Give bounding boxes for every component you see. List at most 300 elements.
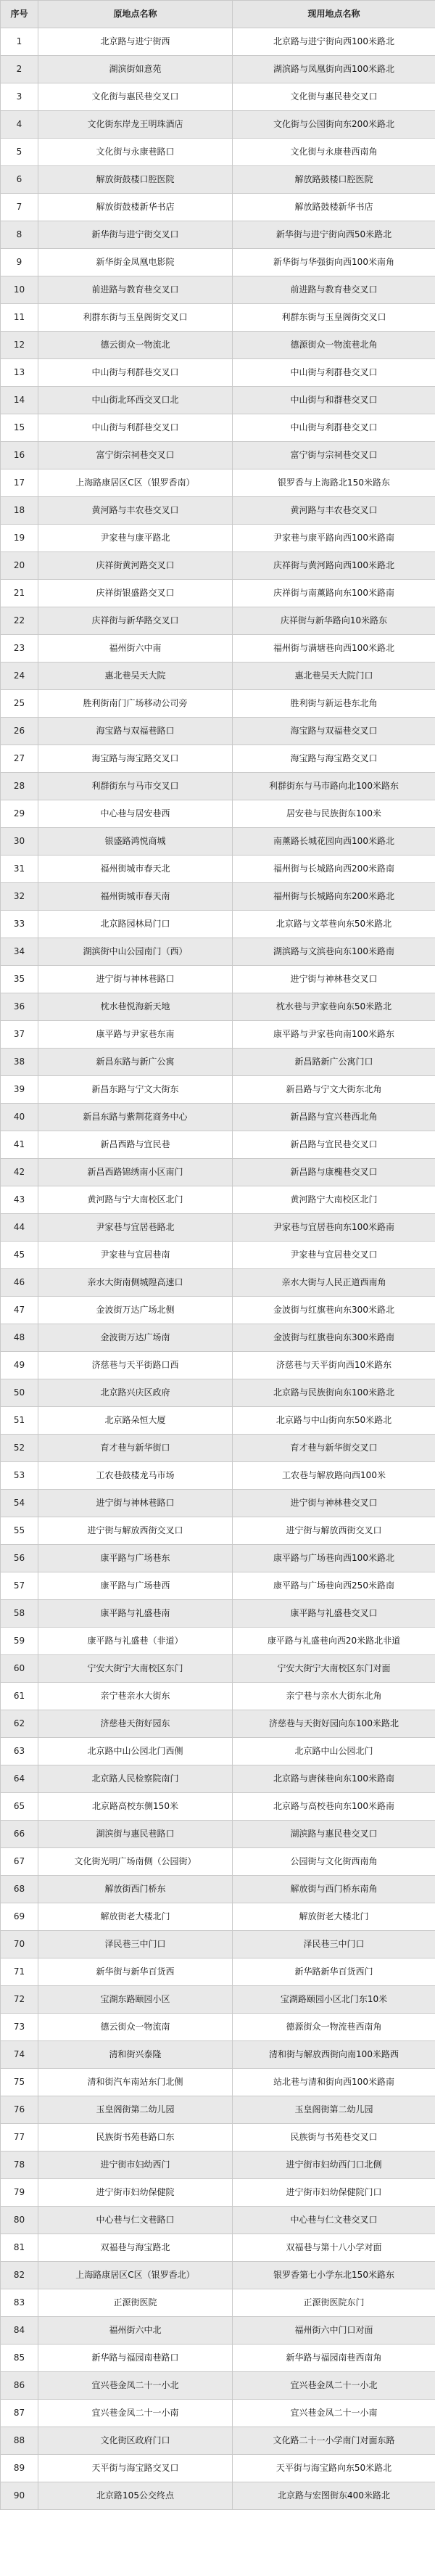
current-location-name: 站北巷与清和街向西100米路南 [233, 2069, 435, 2096]
original-location-name: 新华街金凤凰电影院 [38, 249, 233, 276]
original-location-name: 亲宁巷亲水大街东 [38, 1683, 233, 1710]
current-location-name: 进宁街与解放西街交叉口 [233, 1517, 435, 1545]
table-row [1, 2124, 435, 2152]
table-row [1, 938, 435, 966]
table-row [1, 1435, 435, 1462]
original-location-name: 金波街万达广场南 [38, 1324, 233, 1352]
row-index: 52 [1, 1435, 38, 1462]
row-index: 12 [1, 332, 38, 359]
original-location-name: 湖滨街与惠民巷路口 [38, 1821, 233, 1848]
current-location-name: 进宁街与神林巷交叉口 [233, 966, 435, 993]
current-location-name: 解放街与西门桥东南角 [233, 1876, 435, 1903]
original-location-name: 文化街与惠民巷交叉口 [38, 83, 233, 111]
current-location-name: 德源街众一物流巷西南角 [233, 2014, 435, 2041]
current-location-name: 北京路与民族街向东100米路北 [233, 1379, 435, 1407]
row-index: 51 [1, 1407, 38, 1435]
table-row [1, 1076, 435, 1104]
table-row [1, 497, 435, 525]
current-location-name: 解放路鼓楼口腔医院 [233, 166, 435, 194]
original-location-name: 庆祥街与新华路交叉口 [38, 607, 233, 635]
table-row [1, 525, 435, 552]
table-row [1, 2427, 435, 2455]
row-index: 65 [1, 1793, 38, 1821]
current-location-name: 济慈巷与天平街向西10米路东 [233, 1352, 435, 1379]
row-index: 55 [1, 1517, 38, 1545]
table-row [1, 718, 435, 745]
table-row [1, 1379, 435, 1407]
row-index: 11 [1, 304, 38, 332]
current-location-name: 文化街与永康巷西南角 [233, 139, 435, 166]
row-index: 34 [1, 938, 38, 966]
original-location-name: 北京路中山公园北门西侧 [38, 1738, 233, 1765]
column-header-current-name: 现用地点名称 [233, 1, 435, 28]
current-location-name: 福州街与长城路向西200米路南 [233, 856, 435, 883]
original-location-name: 育才巷与新华街口 [38, 1435, 233, 1462]
table-row [1, 1821, 435, 1848]
table-row [1, 1793, 435, 1821]
original-location-name: 新昌西路与宜民巷 [38, 1131, 233, 1159]
row-index: 86 [1, 2372, 38, 2400]
current-location-name: 工农巷与解放路向西100米 [233, 1462, 435, 1490]
original-location-name: 泽民巷三中门口 [38, 1931, 233, 1958]
table-row [1, 2372, 435, 2400]
current-location-name: 新华路新华百货西门 [233, 1958, 435, 1986]
current-location-name: 泽民巷三中门口 [233, 1931, 435, 1958]
table-body [1, 28, 435, 2510]
current-location-name: 新昌路与宁文大街东北角 [233, 1076, 435, 1104]
row-index: 3 [1, 83, 38, 111]
table-row [1, 166, 435, 194]
current-location-name: 新华街与进宁街向西50米路北 [233, 221, 435, 249]
current-location-name: 枕水巷与尹家巷向东50米路北 [233, 993, 435, 1021]
table-row [1, 2345, 435, 2372]
current-location-name: 海宝路与海宝路交叉口 [233, 745, 435, 773]
current-location-name: 胜利街与新运巷东北角 [233, 690, 435, 718]
table-row [1, 1628, 435, 1655]
original-location-name: 玉皇阁街第二幼儿园 [38, 2096, 233, 2124]
original-location-name: 新华街与进宁街交叉口 [38, 221, 233, 249]
current-location-name: 新华路与福园南巷西南角 [233, 2345, 435, 2372]
current-location-name: 新昌路新广公寓门口 [233, 1049, 435, 1076]
current-location-name: 居安巷与民族街东100米 [233, 800, 435, 828]
row-index: 20 [1, 552, 38, 580]
row-index: 46 [1, 1269, 38, 1297]
row-index: 80 [1, 2207, 38, 2234]
original-location-name: 康平路与广场巷东 [38, 1545, 233, 1572]
row-index: 9 [1, 249, 38, 276]
original-location-name: 北京路园林局门口 [38, 911, 233, 938]
original-location-name: 解放街老大楼北门 [38, 1903, 233, 1931]
current-location-name: 正源街医院东门 [233, 2289, 435, 2317]
table-row [1, 1986, 435, 2014]
row-index: 53 [1, 1462, 38, 1490]
original-location-name: 正源街医院 [38, 2289, 233, 2317]
row-index: 58 [1, 1600, 38, 1628]
row-index: 24 [1, 663, 38, 690]
current-location-name: 双福巷与第十八小学对面 [233, 2234, 435, 2262]
current-location-name: 福州街六中门口对面 [233, 2317, 435, 2345]
table-row [1, 2400, 435, 2427]
current-location-name: 福州街与满塘巷向西100米路北 [233, 635, 435, 663]
original-location-name: 新昌西路锦绣南小区南门 [38, 1159, 233, 1186]
table-row [1, 911, 435, 938]
current-location-name: 亲宁巷与亲水大街东北角 [233, 1683, 435, 1710]
table-row [1, 1021, 435, 1049]
original-location-name: 清和街兴泰隆 [38, 2041, 233, 2069]
current-location-name: 新昌路与康槐巷交叉口 [233, 1159, 435, 1186]
table-row [1, 28, 435, 56]
table-row [1, 690, 435, 718]
original-location-name: 解放街鼓楼口腔医院 [38, 166, 233, 194]
table-row [1, 2207, 435, 2234]
row-index: 57 [1, 1572, 38, 1600]
table-row [1, 663, 435, 690]
table-row [1, 83, 435, 111]
original-location-name: 福州街城市春天北 [38, 856, 233, 883]
row-index: 63 [1, 1738, 38, 1765]
current-location-name: 北京路与唐徕巷向东100米路南 [233, 1765, 435, 1793]
row-index: 10 [1, 276, 38, 304]
original-location-name: 福州街六中南 [38, 635, 233, 663]
row-index: 41 [1, 1131, 38, 1159]
original-location-name: 济慈巷与天平街路口西 [38, 1352, 233, 1379]
current-location-name: 育才巷与新华街交叉口 [233, 1435, 435, 1462]
row-index: 38 [1, 1049, 38, 1076]
header-row [1, 1, 435, 28]
original-location-name: 德云街众一物流北 [38, 332, 233, 359]
current-location-name: 济慈巷与天街好园向东100米路北 [233, 1710, 435, 1738]
row-index: 37 [1, 1021, 38, 1049]
table-row [1, 2289, 435, 2317]
original-location-name: 福州街六中北 [38, 2317, 233, 2345]
row-index: 70 [1, 1931, 38, 1958]
current-location-name: 尹家巷与宜居巷向东100米路南 [233, 1214, 435, 1242]
row-index: 44 [1, 1214, 38, 1242]
original-location-name: 中山街与利群巷交叉口 [38, 359, 233, 387]
original-location-name: 进宁街市妇幼西门 [38, 2152, 233, 2179]
current-location-name: 宝湖路颐园小区北门东10米 [233, 1986, 435, 2014]
current-location-name: 文化街与公园街向东200米路北 [233, 111, 435, 139]
table-row [1, 2096, 435, 2124]
current-location-name: 前进路与教育巷交叉口 [233, 276, 435, 304]
row-index: 73 [1, 2014, 38, 2041]
table-row [1, 249, 435, 276]
current-location-name: 金波街与红旗巷向东300米路北 [233, 1297, 435, 1324]
original-location-name: 新华路与福园南巷路口 [38, 2345, 233, 2372]
current-location-name: 银罗香与上海路北150米路东 [233, 469, 435, 497]
row-index: 35 [1, 966, 38, 993]
row-index: 50 [1, 1379, 38, 1407]
row-index: 88 [1, 2427, 38, 2455]
row-index: 69 [1, 1903, 38, 1931]
row-index: 26 [1, 718, 38, 745]
table-row [1, 552, 435, 580]
original-location-name: 康平路与广场巷西 [38, 1572, 233, 1600]
row-index: 22 [1, 607, 38, 635]
table-row [1, 1683, 435, 1710]
row-index: 33 [1, 911, 38, 938]
table-row [1, 635, 435, 663]
table-row [1, 2179, 435, 2207]
current-location-name: 新昌路与宜兴巷西北角 [233, 1104, 435, 1131]
original-location-name: 中心巷与居安巷西 [38, 800, 233, 828]
row-index: 39 [1, 1076, 38, 1104]
original-location-name: 新华街与新华百货西 [38, 1958, 233, 1986]
table-row [1, 1848, 435, 1876]
current-location-name: 康平路与尹家巷向南100米路东 [233, 1021, 435, 1049]
row-index: 16 [1, 442, 38, 469]
table-row [1, 1738, 435, 1765]
original-location-name: 宜兴巷金凤二十一小北 [38, 2372, 233, 2400]
current-location-name: 北京路与中山街向东50米路北 [233, 1407, 435, 1435]
row-index: 45 [1, 1242, 38, 1269]
current-location-name: 庆祥街与南薰路向东100米路南 [233, 580, 435, 607]
row-index: 31 [1, 856, 38, 883]
current-location-name: 康平路与礼盛巷向西20米路北非道 [233, 1628, 435, 1655]
row-index: 4 [1, 111, 38, 139]
original-location-name: 北京路朵恒大厦 [38, 1407, 233, 1435]
current-location-name: 康平路与广场巷向西250米路南 [233, 1572, 435, 1600]
current-location-name: 福州街与长城路向东200米路北 [233, 883, 435, 911]
current-location-name: 南薰路长城花园向西100米路北 [233, 828, 435, 856]
original-location-name: 进宁街与神林巷路口 [38, 966, 233, 993]
original-location-name: 济慈巷天街好园东 [38, 1710, 233, 1738]
table-row [1, 1931, 435, 1958]
table-row [1, 111, 435, 139]
table-row [1, 1324, 435, 1352]
original-location-name: 进宁街与解放西街交叉口 [38, 1517, 233, 1545]
row-index: 67 [1, 1848, 38, 1876]
table-row [1, 1545, 435, 1572]
original-location-name: 湖滨街如意苑 [38, 56, 233, 83]
original-location-name: 北京路人民检察院南门 [38, 1765, 233, 1793]
current-location-name: 惠北巷吴天大院门口 [233, 663, 435, 690]
current-location-name: 新华街与华强街向西100米南角 [233, 249, 435, 276]
current-location-name: 进宁街与神林巷交叉口 [233, 1490, 435, 1517]
row-index: 30 [1, 828, 38, 856]
table-row [1, 966, 435, 993]
row-index: 40 [1, 1104, 38, 1131]
row-index: 62 [1, 1710, 38, 1738]
current-location-name: 北京路与文萃巷向东50米路北 [233, 911, 435, 938]
row-index: 83 [1, 2289, 38, 2317]
original-location-name: 解放街鼓楼新华书店 [38, 194, 233, 221]
row-index: 42 [1, 1159, 38, 1186]
table-row [1, 1049, 435, 1076]
table-row [1, 1214, 435, 1242]
table-row [1, 856, 435, 883]
original-location-name: 解放街西门桥东 [38, 1876, 233, 1903]
original-location-name: 北京路兴庆区政府 [38, 1379, 233, 1407]
table-row [1, 2069, 435, 2096]
current-location-name: 中心巷与仁文巷交叉口 [233, 2207, 435, 2234]
row-index: 43 [1, 1186, 38, 1214]
table-row [1, 580, 435, 607]
original-location-name: 利群东街与玉皇阁街交叉口 [38, 304, 233, 332]
original-location-name: 康平路与尹家巷东南 [38, 1021, 233, 1049]
original-location-name: 富宁街宗祠巷交叉口 [38, 442, 233, 469]
current-location-name: 宁安大街宁大南校区东门对面 [233, 1655, 435, 1683]
original-location-name: 亲水大街南侧城隍高速口 [38, 1269, 233, 1297]
row-index: 49 [1, 1352, 38, 1379]
current-location-name: 康平路与广场巷向西100米路北 [233, 1545, 435, 1572]
current-location-name: 尹家巷与康平路向西100米路南 [233, 525, 435, 552]
table-row [1, 1655, 435, 1683]
table-row [1, 2262, 435, 2289]
original-location-name: 中心巷与仁文巷路口 [38, 2207, 233, 2234]
original-location-name: 双福巷与海宝路北 [38, 2234, 233, 2262]
original-location-name: 福州街城市春天南 [38, 883, 233, 911]
original-location-name: 惠北巷吴天大院 [38, 663, 233, 690]
table-row [1, 607, 435, 635]
row-index: 48 [1, 1324, 38, 1352]
original-location-name: 文化街区政府门口 [38, 2427, 233, 2455]
current-location-name: 公园街与文化街西南角 [233, 1848, 435, 1876]
original-location-name: 德云街众一物流南 [38, 2014, 233, 2041]
current-location-name: 宜兴巷金凤二十一小南 [233, 2400, 435, 2427]
table-row [1, 2482, 435, 2510]
original-location-name: 新昌东路与紫荆花商务中心 [38, 1104, 233, 1131]
current-location-name: 玉皇阁街第二幼儿园 [233, 2096, 435, 2124]
original-location-name: 前进路与教育巷交叉口 [38, 276, 233, 304]
original-location-name: 庆祥街银盛路交叉口 [38, 580, 233, 607]
original-location-name: 北京路105公交终点 [38, 2482, 233, 2510]
table-row [1, 194, 435, 221]
table-row [1, 2041, 435, 2069]
original-location-name: 上海路康居区C区（银罗香北） [38, 2262, 233, 2289]
original-location-name: 尹家巷与宜居巷南 [38, 1242, 233, 1269]
original-location-name: 民族街书苑巷路口东 [38, 2124, 233, 2152]
row-index: 19 [1, 525, 38, 552]
original-location-name: 海宝路与双福巷路口 [38, 718, 233, 745]
row-index: 60 [1, 1655, 38, 1683]
row-index: 8 [1, 221, 38, 249]
current-location-name: 文化路二十一小学南门对面东路 [233, 2427, 435, 2455]
row-index: 64 [1, 1765, 38, 1793]
column-header-index: 序号 [1, 1, 38, 28]
table-row [1, 1462, 435, 1490]
row-index: 71 [1, 1958, 38, 1986]
original-location-name: 金波街万达广场北侧 [38, 1297, 233, 1324]
row-index: 2 [1, 56, 38, 83]
current-location-name: 黄河路与丰农巷交叉口 [233, 497, 435, 525]
table-row [1, 1765, 435, 1793]
table-row [1, 1242, 435, 1269]
table-row [1, 442, 435, 469]
row-index: 79 [1, 2179, 38, 2207]
table-row [1, 1131, 435, 1159]
table-row [1, 56, 435, 83]
original-location-name: 工农巷鼓楼龙马市场 [38, 1462, 233, 1490]
row-index: 5 [1, 139, 38, 166]
current-location-name: 新昌路与宜民巷交叉口 [233, 1131, 435, 1159]
original-location-name: 枕水巷悦海新天地 [38, 993, 233, 1021]
row-index: 84 [1, 2317, 38, 2345]
current-location-name: 亲水大街与人民正道西南角 [233, 1269, 435, 1297]
original-location-name: 北京路与进宁街西 [38, 28, 233, 56]
original-location-name: 天平街与海宝路交叉口 [38, 2455, 233, 2482]
row-index: 18 [1, 497, 38, 525]
table-row [1, 2455, 435, 2482]
row-index: 61 [1, 1683, 38, 1710]
row-index: 14 [1, 387, 38, 414]
table-row [1, 883, 435, 911]
table-row [1, 1297, 435, 1324]
current-location-name: 庆祥街与黄河路向西100米路北 [233, 552, 435, 580]
current-location-name: 湖滨路与惠民巷交叉口 [233, 1821, 435, 1848]
table-row [1, 1269, 435, 1297]
current-location-name: 文化街与惠民巷交叉口 [233, 83, 435, 111]
current-location-name: 清和街与解放西街向南100米路西 [233, 2041, 435, 2069]
current-location-name: 富宁街与宗祠巷交叉口 [233, 442, 435, 469]
table-row [1, 1352, 435, 1379]
table-header [1, 1, 435, 28]
current-location-name: 民族街与书苑巷交叉口 [233, 2124, 435, 2152]
original-location-name: 新昌东路与宁文大街东 [38, 1076, 233, 1104]
original-location-name: 中山街与利群巷交叉口 [38, 414, 233, 442]
table-row [1, 2234, 435, 2262]
current-location-name: 中山街与利群巷交叉口 [233, 359, 435, 387]
current-location-name: 北京路与宏图街东400米路北 [233, 2482, 435, 2510]
row-index: 81 [1, 2234, 38, 2262]
row-index: 27 [1, 745, 38, 773]
current-location-name: 利群东街与玉皇阁街交叉口 [233, 304, 435, 332]
row-index: 82 [1, 2262, 38, 2289]
table-row [1, 387, 435, 414]
table-row [1, 359, 435, 387]
current-location-name: 黄河路宁大南校区北门 [233, 1186, 435, 1214]
original-location-name: 文化街光明广场南侧（公园街） [38, 1848, 233, 1876]
row-index: 17 [1, 469, 38, 497]
row-index: 54 [1, 1490, 38, 1517]
table-row [1, 332, 435, 359]
original-location-name: 上海路康居区C区（银罗香南） [38, 469, 233, 497]
table-row [1, 1903, 435, 1931]
table-row [1, 1600, 435, 1628]
current-location-name: 海宝路与双福巷交叉口 [233, 718, 435, 745]
current-location-name: 湖滨路与凤凰街向西100米路北 [233, 56, 435, 83]
row-index: 36 [1, 993, 38, 1021]
row-index: 6 [1, 166, 38, 194]
table-row [1, 993, 435, 1021]
original-location-name: 宜兴巷金凤二十一小南 [38, 2400, 233, 2427]
current-location-name: 北京路中山公园北门 [233, 1738, 435, 1765]
table-row [1, 745, 435, 773]
current-location-name: 中山街与利群巷交叉口 [233, 414, 435, 442]
row-index: 56 [1, 1545, 38, 1572]
row-index: 1 [1, 28, 38, 56]
table-row [1, 304, 435, 332]
row-index: 68 [1, 1876, 38, 1903]
table-row [1, 221, 435, 249]
original-location-name: 湖滨街中山公园南门（西） [38, 938, 233, 966]
column-header-original-name: 原地点名称 [38, 1, 233, 28]
current-location-name: 宜兴巷金凤二十一小北 [233, 2372, 435, 2400]
current-location-name: 进宁街市妇幼西门口北侧 [233, 2152, 435, 2179]
table-row [1, 1490, 435, 1517]
original-location-name: 清和街汽车南站东门北侧 [38, 2069, 233, 2096]
row-index: 28 [1, 773, 38, 800]
original-location-name: 文化街与永康巷路口 [38, 139, 233, 166]
table-row [1, 1517, 435, 1545]
current-location-name: 中山街与和群巷交叉口 [233, 387, 435, 414]
row-index: 21 [1, 580, 38, 607]
table-row [1, 1104, 435, 1131]
table-row [1, 1407, 435, 1435]
current-location-name: 进宁街市妇幼保健院门口 [233, 2179, 435, 2207]
row-index: 89 [1, 2455, 38, 2482]
table-row [1, 1958, 435, 1986]
